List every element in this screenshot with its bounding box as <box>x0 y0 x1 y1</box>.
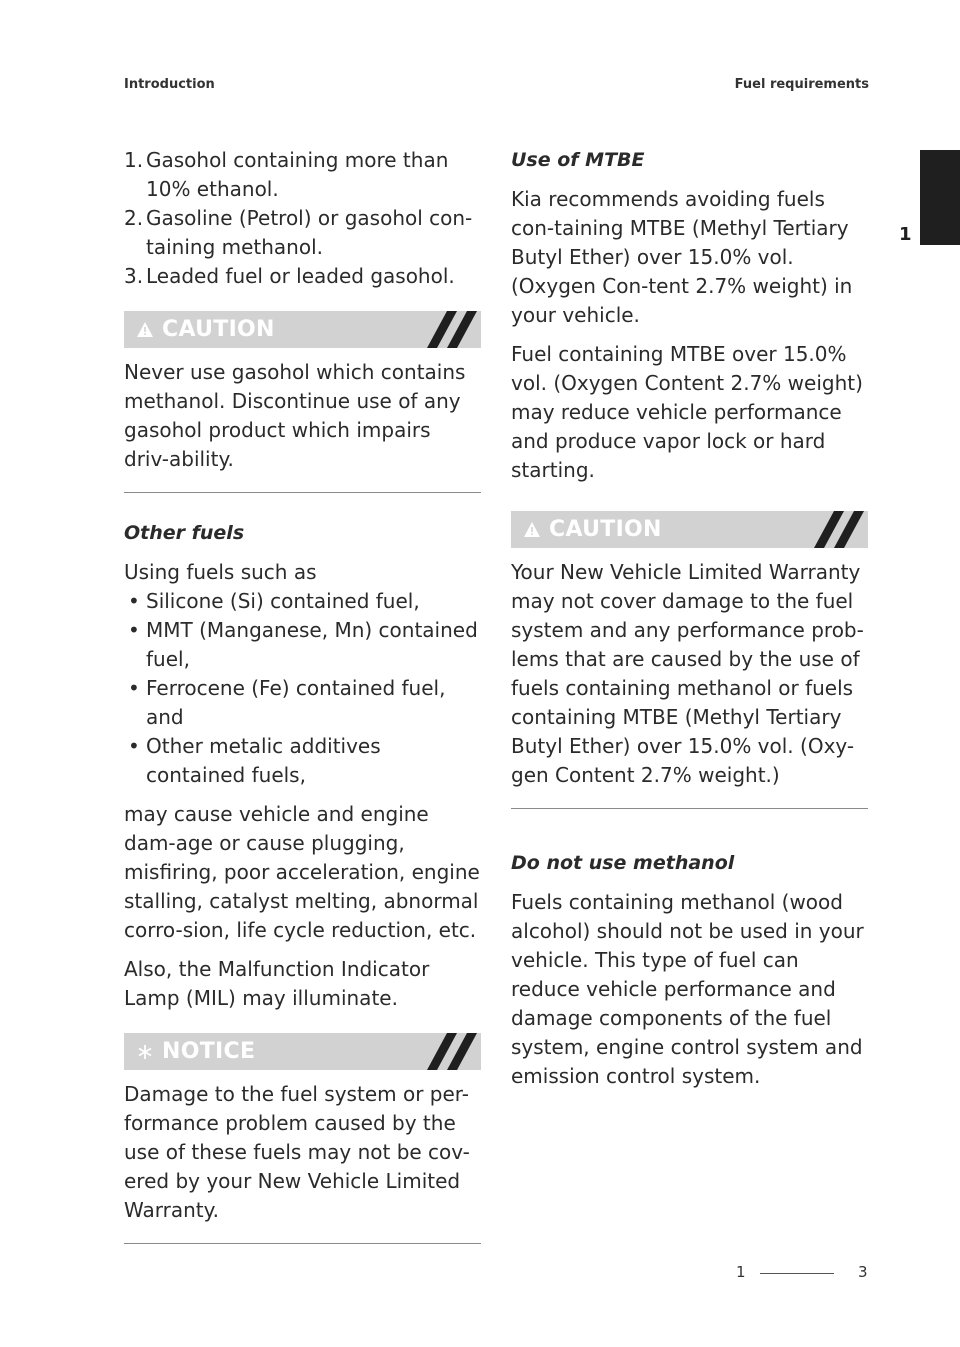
list-item: 1. Gasohol containing more than 10% ethanol. <box>124 148 449 201</box>
list-item: • Other metalic additives contained fuels, <box>124 732 481 790</box>
methanol-text: Fuels containing methanol (wood alcohol) should not be used in your vehicle. This type of fuel can reduce vehicle performance and damage components of the fuel system, engine control system and emission control system. <box>511 890 864 1088</box>
header-section-title: Introduction <box>124 77 215 92</box>
bullet-icon: • <box>128 676 140 700</box>
caution-text: Your New Vehicle Limited Warranty may not cover damage to the fuel system and any performance prob-lems that are caused by the use of fuels containing methanol or fuels containing MTBE (Methyl Tertiary Butyl Ether) over 15.0% vol. (Oxy-gen Content 2.7% weight.) <box>511 560 864 787</box>
caution-banner <box>124 311 481 348</box>
other-fuels-consequences: may cause vehicle and engine dam-age or cause plugging, misfiring, poor acceleration, engine stalling, catalyst melting, abnormal corro-sion, life cycle reduction, etc. <box>124 802 480 942</box>
divider <box>511 808 868 809</box>
mtbe-recommendation: Kia recommends avoiding fuels con-taining MTBE (Methyl Tertiary Butyl Ether) over 15.0% vol. (Oxygen Con-tent 2.7% weight) in your vehicle. <box>511 187 853 327</box>
bullet-icon: • <box>128 618 140 642</box>
section-heading-methanol: Do not use methanol <box>511 852 735 874</box>
footer-chapter-number: 1 <box>736 1263 746 1281</box>
banner-stripes-icon <box>421 311 481 348</box>
divider <box>124 492 481 493</box>
caution-title: CAUTION <box>549 517 662 542</box>
left-column <box>124 146 481 1244</box>
asterisk-icon <box>136 1044 154 1060</box>
caution-title: CAUTION <box>162 317 275 342</box>
chapter-tab-block <box>920 150 960 245</box>
notice-text: Damage to the fuel system or per-formance problem caused by the use of these fuels may not be cov-ered by your New Vehicle Limited Warranty. <box>124 1082 470 1222</box>
caution-text: Never use gasohol which contains methanol. Discontinue use of any gasohol product which impairs driv-ability. <box>124 360 466 471</box>
right-column <box>511 146 868 1101</box>
other-fuels-intro: Using fuels such as <box>124 560 317 584</box>
divider <box>124 1243 481 1244</box>
notice-banner <box>124 1033 481 1070</box>
excluded-fuels-list <box>124 146 481 291</box>
banner-stripes-icon <box>421 1033 481 1070</box>
banner-stripes-icon <box>808 511 868 548</box>
warning-triangle-icon <box>136 322 154 337</box>
section-heading-mtbe: Use of MTBE <box>511 149 645 171</box>
warning-triangle-icon <box>523 522 541 537</box>
bullet-icon: • <box>128 734 140 758</box>
notice-title: NOTICE <box>162 1039 256 1064</box>
list-item: • Ferrocene (Fe) contained fuel, and <box>124 674 481 732</box>
section-heading-other-fuels: Other fuels <box>124 522 245 544</box>
other-fuels-mil-note: Also, the Malfunction Indicator Lamp (MIL) may illuminate. <box>124 957 430 1010</box>
bullet-icon: • <box>128 589 140 613</box>
chapter-tab-number: 1 <box>899 224 912 245</box>
list-item: 2. Gasoline (Petrol) or gasohol con-taining methanol. <box>124 206 473 259</box>
mtbe-effects: Fuel containing MTBE over 15.0% vol. (Oxygen Content 2.7% weight) may reduce vehicle performance and produce vapor lock or hard starting. <box>511 342 863 482</box>
footer-divider <box>760 1273 834 1274</box>
header-page-title: Fuel requirements <box>734 77 869 92</box>
caution-banner <box>511 511 868 548</box>
footer-page-number: 3 <box>858 1263 868 1281</box>
list-item: • Silicone (Si) contained fuel, <box>124 587 481 616</box>
other-fuels-list <box>124 587 481 790</box>
list-item: • MMT (Manganese, Mn) contained fuel, <box>124 616 481 674</box>
list-item: 3. Leaded fuel or leaded gasohol. <box>124 264 455 288</box>
